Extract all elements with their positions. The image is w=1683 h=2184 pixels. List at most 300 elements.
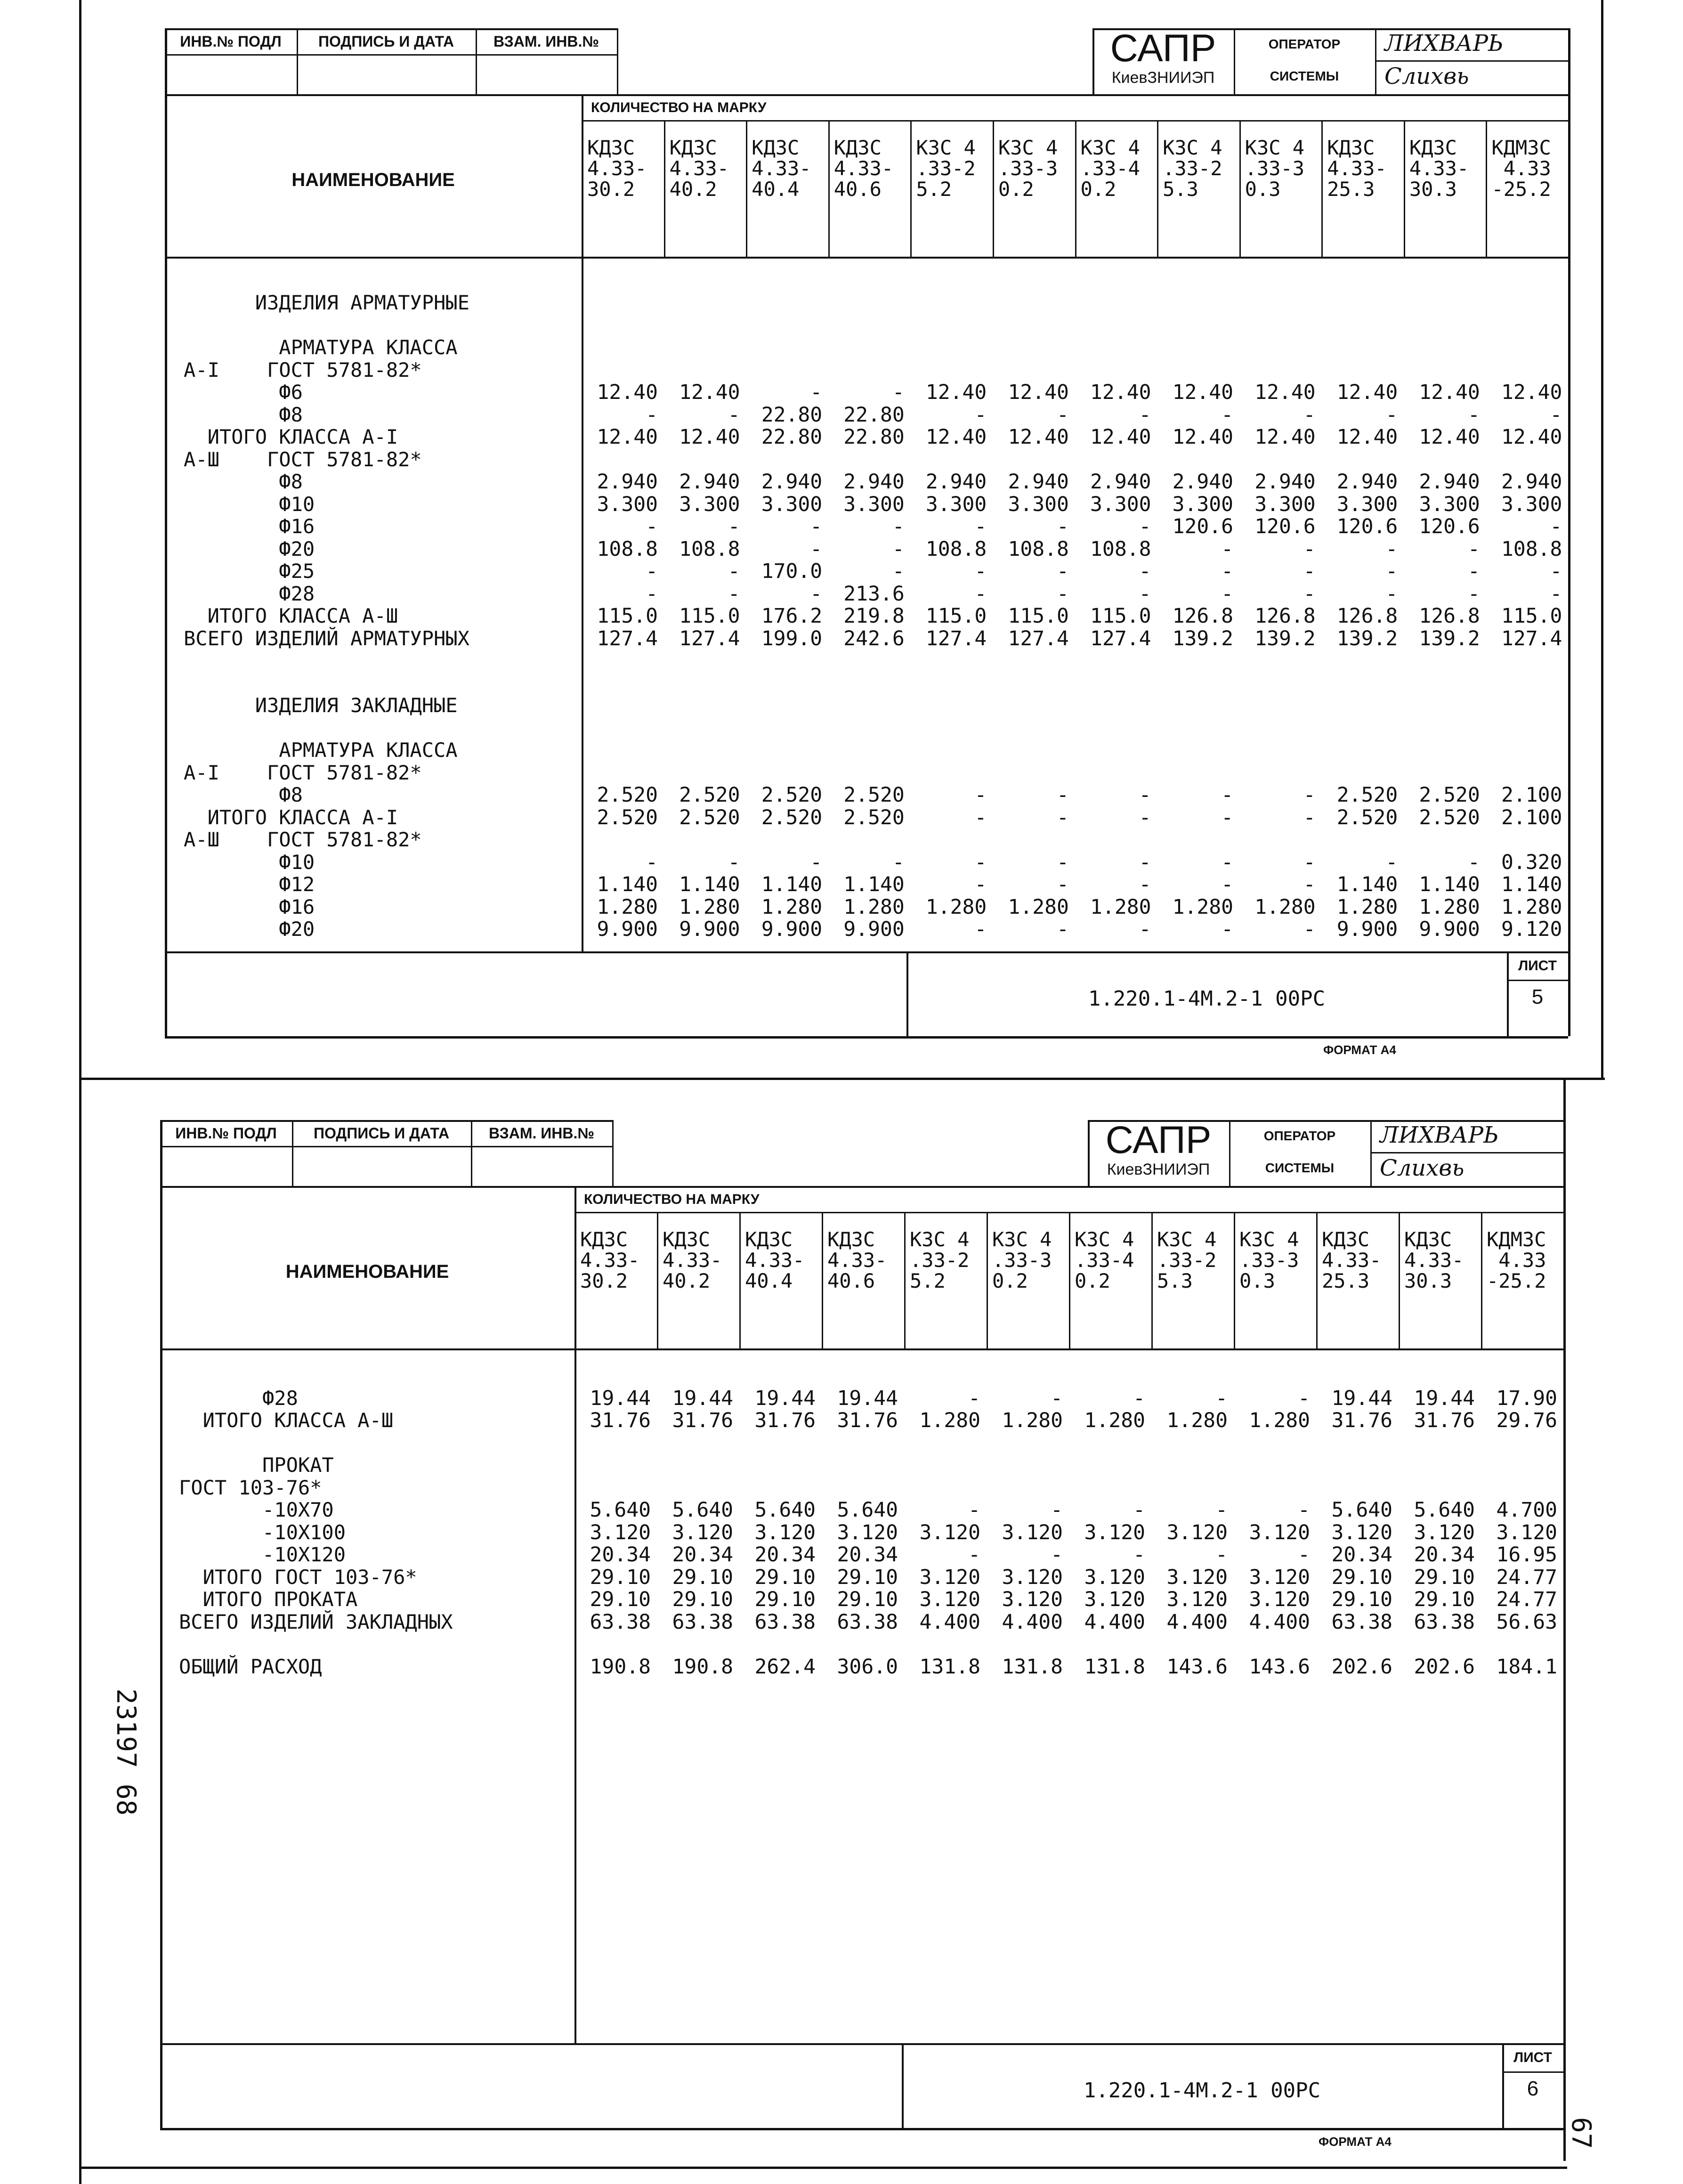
- sheet-bottom-border: [165, 1036, 1568, 1039]
- table-cell: -: [1221, 783, 1234, 807]
- table-cell: -: [1298, 1498, 1310, 1522]
- title-block-col-label: ИНВ.№ ПОДЛ: [175, 1125, 277, 1142]
- table-cell: 127.4: [679, 626, 740, 650]
- operator-label: ОПЕРАТОР: [1268, 37, 1341, 51]
- table-cell: 5.640: [1331, 1498, 1392, 1522]
- table-cell: 12.40: [1419, 381, 1480, 404]
- table-cell: 31.76: [672, 1409, 733, 1432]
- table-cell: -: [1303, 873, 1316, 896]
- table-cell: 22.80: [761, 425, 823, 449]
- mark-column-header: КЗС 4 .33-3 0.3: [1245, 136, 1305, 201]
- table-cell: 20.34: [590, 1543, 651, 1567]
- table-cell: 306.0: [837, 1655, 898, 1679]
- table-cell: 31.76: [837, 1409, 898, 1432]
- mark-column-line: [1321, 120, 1323, 257]
- table-cell: -: [1385, 537, 1398, 561]
- table-cell: -: [1467, 582, 1480, 606]
- table-cell: 19.44: [837, 1386, 898, 1410]
- table-cell: -: [1139, 873, 1151, 896]
- table-cell: 63.38: [1331, 1610, 1392, 1634]
- table-cell: 3.300: [1501, 492, 1562, 516]
- system-label: СИСТЕМЫ: [1270, 69, 1339, 83]
- table-cell: -: [974, 582, 987, 606]
- mark-column-header: КЗС 4 .33-2 5.3: [1157, 1228, 1217, 1292]
- mark-column-line: [1157, 120, 1158, 257]
- table-cell: -: [1139, 403, 1151, 427]
- sheet-bottom-border: [160, 2128, 1563, 2130]
- title-block-line: [612, 1120, 614, 1186]
- table-cell: -: [1550, 582, 1562, 606]
- table-cell: 1.280: [1336, 895, 1398, 919]
- row-label: -10Х120: [179, 1543, 346, 1566]
- table-cell: -: [1467, 850, 1480, 874]
- table-cell: 3.120: [1166, 1588, 1228, 1611]
- document-code: 1.220.1-4М.2-1 00РС: [1088, 987, 1326, 1011]
- table-cell: 262.4: [754, 1655, 816, 1679]
- table-cell: 12.40: [1254, 381, 1316, 404]
- table-cell: 4.400: [919, 1610, 980, 1634]
- frame-left-line: [79, 0, 81, 1079]
- table-cell: -: [974, 850, 987, 874]
- mark-column-header: КЗС 4 .33-4 0.2: [1075, 1228, 1134, 1292]
- table-cell: -: [646, 560, 658, 583]
- table-cell: 3.120: [1002, 1565, 1063, 1589]
- table-cell: -: [892, 537, 905, 561]
- table-cell: 63.38: [590, 1610, 651, 1634]
- document-code: 1.220.1-4М.2-1 00РС: [1083, 2078, 1321, 2103]
- table-cell: -: [1385, 582, 1398, 606]
- mark-column-header: КДМЗС 4.33 -25.2: [1487, 1228, 1546, 1292]
- operator-signature: Слихвь: [1384, 63, 1469, 89]
- table-cell: 1.280: [1002, 1409, 1063, 1432]
- table-cell: 1.280: [1166, 1409, 1228, 1432]
- table-cell: 12.40: [1008, 425, 1069, 449]
- table-cell: 5.640: [754, 1498, 816, 1522]
- mark-column-line: [1481, 1212, 1482, 1348]
- table-cell: 131.8: [1002, 1655, 1063, 1679]
- table-cell: -: [810, 582, 823, 606]
- table-cell: -: [810, 515, 823, 538]
- mark-column-line: [1151, 1212, 1153, 1348]
- table-cell: 20.34: [837, 1543, 898, 1567]
- mark-column-header: КЗС 4 .33-3 0.2: [992, 1228, 1052, 1292]
- table-cell: -: [1057, 515, 1069, 538]
- table-cell: -: [1303, 582, 1316, 606]
- mark-column-line: [1316, 1212, 1318, 1348]
- row-label: Ф25: [184, 560, 315, 583]
- table-cell: -: [728, 560, 740, 583]
- table-cell: 2.520: [843, 783, 905, 807]
- table-cell: 131.8: [919, 1655, 980, 1679]
- table-cell: -: [1133, 1386, 1145, 1410]
- table-cell: 31.76: [590, 1409, 651, 1432]
- table-cell: -: [1303, 783, 1316, 807]
- table-cell: 9.900: [597, 917, 658, 941]
- table-cell: 29.10: [1331, 1565, 1392, 1589]
- table-cell: 3.120: [1084, 1565, 1145, 1589]
- table-cell: 115.0: [1090, 604, 1151, 628]
- table-cell: 19.44: [590, 1386, 651, 1410]
- table-cell: 131.8: [1084, 1655, 1145, 1679]
- table-cell: 2.520: [679, 783, 740, 807]
- table-cell: 2.940: [1336, 470, 1398, 494]
- title-block-col-label: ПОДПИСЬ И ДАТА: [318, 33, 454, 50]
- row-label: А-Ш ГОСТ 5781-82*: [184, 447, 422, 471]
- table-cell: 126.8: [1254, 604, 1316, 628]
- table-cell: 115.0: [925, 604, 987, 628]
- table-cell: 0.320: [1501, 850, 1562, 874]
- table-cell: 219.8: [843, 604, 905, 628]
- table-cell: 5.640: [590, 1498, 651, 1522]
- mark-column-line: [822, 1212, 823, 1348]
- table-cell: 4.400: [1166, 1610, 1228, 1634]
- table-cell: 176.2: [761, 604, 823, 628]
- table-cell: -: [1139, 783, 1151, 807]
- table-cell: -: [1057, 582, 1069, 606]
- mark-column-header: КДЗС 4.33- 40.2: [663, 1228, 722, 1292]
- table-cell: 2.520: [1336, 783, 1398, 807]
- table-cell: 29.10: [1414, 1588, 1475, 1611]
- table-cell: 12.40: [1172, 381, 1234, 404]
- table-cell: 3.120: [1084, 1588, 1145, 1611]
- table-cell: -: [1139, 850, 1151, 874]
- mark-column-line: [1486, 120, 1487, 257]
- mark-column-header: КЗС 4 .33-3 0.2: [998, 136, 1058, 201]
- table-cell: -: [1057, 783, 1069, 807]
- table-cell: 20.34: [754, 1543, 816, 1567]
- table-cell: -: [1298, 1543, 1310, 1567]
- table-cell: -: [810, 381, 823, 404]
- row-label: Ф8: [184, 783, 303, 806]
- table-cell: 3.300: [1419, 492, 1480, 516]
- table-cell: 3.120: [1414, 1520, 1475, 1544]
- row-label: Ф8: [184, 470, 303, 493]
- sheet-divider-line: [79, 1078, 1605, 1080]
- table-cell: 2.520: [597, 805, 658, 829]
- table-cell: -: [1139, 805, 1151, 829]
- table-cell: 4.400: [1084, 1610, 1145, 1634]
- table-cell: -: [1550, 560, 1562, 583]
- operator-label: ОПЕРАТОР: [1263, 1129, 1336, 1143]
- table-cell: 31.76: [754, 1409, 816, 1432]
- table-cell: 1.280: [843, 895, 905, 919]
- table-cell: 3.120: [590, 1520, 651, 1544]
- table-cell: 1.140: [1336, 873, 1398, 896]
- mark-column-header: КДЗС 4.33- 40.6: [827, 1228, 887, 1292]
- table-cell: 202.6: [1331, 1655, 1392, 1679]
- table-cell: 190.8: [590, 1655, 651, 1679]
- table-cell: 9.900: [679, 917, 740, 941]
- archive-number: 23197 68: [111, 1689, 141, 1816]
- mark-column-header: КЗС 4 .33-2 5.2: [910, 1228, 970, 1292]
- row-label: ИТОГО ГОСТ 103-76*: [179, 1565, 417, 1589]
- table-cell: -: [1303, 403, 1316, 427]
- table-cell: 12.40: [679, 425, 740, 449]
- header-line: [165, 257, 1568, 259]
- table-cell: -: [1467, 403, 1480, 427]
- row-label: Ф10: [184, 850, 315, 874]
- row-label: -10Х70: [179, 1498, 334, 1521]
- title-block-line: [160, 1186, 1563, 1188]
- table-cell: 31.76: [1414, 1409, 1475, 1432]
- table-cell: 3.120: [1166, 1520, 1228, 1544]
- row-label: -10Х100: [179, 1520, 346, 1544]
- table-cell: 3.120: [1331, 1520, 1392, 1544]
- table-cell: 3.120: [919, 1565, 980, 1589]
- mark-column-line: [664, 120, 665, 257]
- mark-column-line: [746, 120, 747, 257]
- mark-column-header: КДЗС 4.33- 40.6: [833, 136, 894, 201]
- table-cell: 1.280: [679, 895, 740, 919]
- table-cell: 2.940: [925, 470, 987, 494]
- table-cell: 2.520: [597, 783, 658, 807]
- row-label: ОБЩИЙ РАСХОД: [179, 1655, 322, 1678]
- row-label: ГОСТ 103-76*: [179, 1476, 322, 1499]
- row-label: ИТОГО КЛАССА А-I: [184, 805, 398, 829]
- table-cell: -: [1298, 1386, 1310, 1410]
- header-line: [160, 1348, 1563, 1350]
- row-label: Ф28: [179, 1386, 298, 1410]
- mark-column-header: КЗС 4 .33-4 0.2: [1080, 136, 1140, 201]
- title-block-col-label: ВЗАМ. ИНВ.№: [488, 1125, 595, 1142]
- table-cell: -: [810, 537, 823, 561]
- format-label: ФОРМАТ А4: [1319, 2135, 1392, 2149]
- mark-column-header: КЗС 4 .33-3 0.3: [1239, 1228, 1299, 1292]
- table-cell: 2.940: [597, 470, 658, 494]
- table-cell: -: [1133, 1543, 1145, 1567]
- table-cell: 3.300: [679, 492, 740, 516]
- title-block-col-label: ПОДПИСЬ И ДАТА: [313, 1125, 450, 1142]
- table-cell: -: [974, 560, 987, 583]
- table-cell: 29.76: [1496, 1409, 1557, 1432]
- table-cell: 115.0: [1501, 604, 1562, 628]
- table-cell: 1.140: [1419, 873, 1480, 896]
- row-label: ИТОГО КЛАССА А-Ш: [179, 1409, 394, 1432]
- table-cell: 9.900: [761, 917, 823, 941]
- table-cell: -: [892, 560, 905, 583]
- operator-name: ЛИХВАРЬ: [1380, 1122, 1499, 1148]
- table-cell: 2.940: [843, 470, 905, 494]
- table-cell: 2.940: [679, 470, 740, 494]
- table-cell: -: [1221, 873, 1234, 896]
- sheet-number: 6: [1527, 2077, 1539, 2100]
- table-cell: 12.40: [1501, 381, 1562, 404]
- table-cell: -: [1550, 515, 1562, 538]
- table-cell: 3.120: [1084, 1520, 1145, 1544]
- row-label: ВСЕГО ИЗДЕЛИЙ АРМАТУРНЫХ: [184, 626, 469, 650]
- table-cell: 143.6: [1249, 1655, 1310, 1679]
- table-cell: 12.40: [1172, 425, 1234, 449]
- table-cell: 3.120: [672, 1520, 733, 1544]
- operator-signature: Слихвь: [1380, 1155, 1465, 1181]
- quantity-header: КОЛИЧЕСТВО НА МАРКУ: [584, 1192, 760, 1207]
- table-cell: -: [1051, 1543, 1063, 1567]
- table-cell: 19.44: [672, 1386, 733, 1410]
- table-cell: 190.8: [672, 1655, 733, 1679]
- mark-column-line: [904, 1212, 906, 1348]
- table-cell: -: [968, 1498, 980, 1522]
- table-cell: -: [968, 1386, 980, 1410]
- row-label: ИТОГО КЛАССА А-Ш: [184, 604, 398, 627]
- table-cell: -: [892, 850, 905, 874]
- table-cell: 17.90: [1496, 1386, 1557, 1410]
- table-cell: 3.300: [1172, 492, 1234, 516]
- row-label: АРМАТУРА КЛАССА: [184, 739, 458, 762]
- table-cell: 29.10: [754, 1565, 816, 1589]
- table-cell: 3.300: [1090, 492, 1151, 516]
- table-cell: 2.940: [1419, 470, 1480, 494]
- table-cell: 12.40: [1254, 425, 1316, 449]
- table-cell: 127.4: [1008, 626, 1069, 650]
- row-label: ИТОГО ПРОКАТА: [179, 1588, 358, 1611]
- table-cell: 2.940: [1254, 470, 1316, 494]
- table-cell: 19.44: [1414, 1386, 1475, 1410]
- row-label: Ф12: [184, 873, 315, 896]
- table-cell: 3.300: [1008, 492, 1069, 516]
- sheet-right-border: [1563, 1120, 1566, 2128]
- table-cell: 29.10: [590, 1588, 651, 1611]
- title-block-line: [617, 28, 618, 94]
- table-cell: 29.10: [672, 1565, 733, 1589]
- table-cell: 22.80: [761, 403, 823, 427]
- table-cell: 2.100: [1501, 805, 1562, 829]
- table-cell: 3.300: [925, 492, 987, 516]
- table-cell: 1.140: [597, 873, 658, 896]
- table-cell: -: [1215, 1543, 1228, 1567]
- mark-column-line: [1234, 1212, 1235, 1348]
- table-cell: 1.280: [919, 1409, 980, 1432]
- title-block-line: [165, 28, 617, 30]
- table-cell: 3.120: [1249, 1520, 1310, 1544]
- table-cell: -: [1215, 1498, 1228, 1522]
- table-cell: 12.40: [925, 381, 987, 404]
- mark-column-line: [828, 120, 830, 257]
- table-cell: 29.10: [672, 1588, 733, 1611]
- mark-column-line: [1075, 120, 1076, 257]
- table-cell: 3.120: [1002, 1520, 1063, 1544]
- table-cell: 5.640: [837, 1498, 898, 1522]
- row-label: ИЗДЕЛИЯ АРМАТУРНЫЕ: [184, 291, 469, 314]
- mark-column-header: КДЗС 4.33- 30.2: [580, 1228, 640, 1292]
- table-cell: 9.900: [1336, 917, 1398, 941]
- table-cell: 12.40: [1008, 381, 1069, 404]
- table-cell: 1.280: [761, 895, 823, 919]
- table-cell: -: [646, 403, 658, 427]
- table-cell: 2.520: [679, 805, 740, 829]
- table-cell: -: [728, 582, 740, 606]
- table-cell: -: [1051, 1386, 1063, 1410]
- table-cell: 2.520: [761, 805, 823, 829]
- table-cell: -: [1057, 805, 1069, 829]
- table-cell: -: [1051, 1498, 1063, 1522]
- table-cell: 108.8: [1090, 537, 1151, 561]
- bottom-stamp-line: [1502, 2071, 1563, 2073]
- table-cell: 12.40: [597, 381, 658, 404]
- table-cell: -: [1303, 805, 1316, 829]
- sapr-logo: САПР: [1105, 1119, 1212, 1161]
- table-cell: 63.38: [672, 1610, 733, 1634]
- table-cell: 127.4: [925, 626, 987, 650]
- table-cell: 2.520: [1419, 805, 1480, 829]
- table-cell: 120.6: [1419, 515, 1480, 538]
- table-cell: 20.34: [672, 1543, 733, 1567]
- table-cell: -: [1303, 917, 1316, 941]
- table-cell: 202.6: [1414, 1655, 1475, 1679]
- table-cell: 29.10: [837, 1565, 898, 1589]
- table-cell: -: [974, 873, 987, 896]
- table-cell: 2.940: [1501, 470, 1562, 494]
- frame-right-line: [1601, 0, 1603, 1079]
- mark-column-line: [1239, 120, 1241, 257]
- table-cell: -: [1221, 850, 1234, 874]
- table-cell: -: [1385, 850, 1398, 874]
- table-cell: -: [1221, 917, 1234, 941]
- table-cell: 2.100: [1501, 783, 1562, 807]
- table-cell: 29.10: [1414, 1565, 1475, 1589]
- mark-column-header: КДЗС 4.33- 30.2: [587, 136, 647, 201]
- table-cell: 199.0: [761, 626, 823, 650]
- mark-column-header: КДЗС 4.33- 25.3: [1327, 136, 1387, 201]
- table-cell: -: [1139, 515, 1151, 538]
- frame-bottom-line: [79, 2167, 1567, 2169]
- table-cell: 108.8: [679, 537, 740, 561]
- table-cell: 1.140: [761, 873, 823, 896]
- title-block-line: [165, 54, 617, 56]
- sheet-label: ЛИСТ: [1518, 958, 1557, 974]
- table-cell: -: [1221, 582, 1234, 606]
- table-cell: 127.4: [1090, 626, 1151, 650]
- table-cell: 127.4: [597, 626, 658, 650]
- mark-column-header: КДЗС 4.33- 30.3: [1404, 1228, 1464, 1292]
- table-cell: 2.940: [1008, 470, 1069, 494]
- table-cell: 22.80: [843, 403, 905, 427]
- sheet-number: 5: [1531, 985, 1544, 1008]
- table-cell: -: [1057, 917, 1069, 941]
- table-cell: 2.940: [1090, 470, 1151, 494]
- table-cell: 242.6: [843, 626, 905, 650]
- row-label: ВСЕГО ИЗДЕЛИЙ ЗАКЛАДНЫХ: [179, 1610, 453, 1633]
- table-cell: -: [1385, 560, 1398, 583]
- mark-column-header: КДЗС 4.33- 40.4: [752, 136, 811, 201]
- table-cell: 1.280: [1008, 895, 1069, 919]
- table-cell: -: [1221, 805, 1234, 829]
- row-label: Ф16: [184, 895, 315, 918]
- table-cell: 9.120: [1501, 917, 1562, 941]
- table-cell: 12.40: [1419, 425, 1480, 449]
- table-cell: 12.40: [679, 381, 740, 404]
- table-cell: -: [646, 515, 658, 538]
- bottom-stamp-line: [165, 951, 1568, 953]
- table-cell: 1.280: [1501, 895, 1562, 919]
- table-cell: 3.300: [843, 492, 905, 516]
- table-cell: 19.44: [754, 1386, 816, 1410]
- quantity-header: КОЛИЧЕСТВО НА МАРКУ: [591, 100, 767, 115]
- table-cell: 3.120: [1249, 1588, 1310, 1611]
- table-cell: 3.120: [837, 1520, 898, 1544]
- table-cell: 3.120: [919, 1588, 980, 1611]
- table-cell: 63.38: [754, 1610, 816, 1634]
- row-label: Ф6: [184, 381, 303, 404]
- table-cell: 108.8: [1008, 537, 1069, 561]
- table-cell: 29.10: [837, 1588, 898, 1611]
- table-cell: 115.0: [1008, 604, 1069, 628]
- table-cell: 4.400: [1249, 1610, 1310, 1634]
- bottom-stamp-line: [160, 2043, 1563, 2045]
- table-cell: 31.76: [1331, 1409, 1392, 1432]
- table-cell: 1.280: [1084, 1409, 1145, 1432]
- table-cell: -: [810, 850, 823, 874]
- table-cell: 126.8: [1336, 604, 1398, 628]
